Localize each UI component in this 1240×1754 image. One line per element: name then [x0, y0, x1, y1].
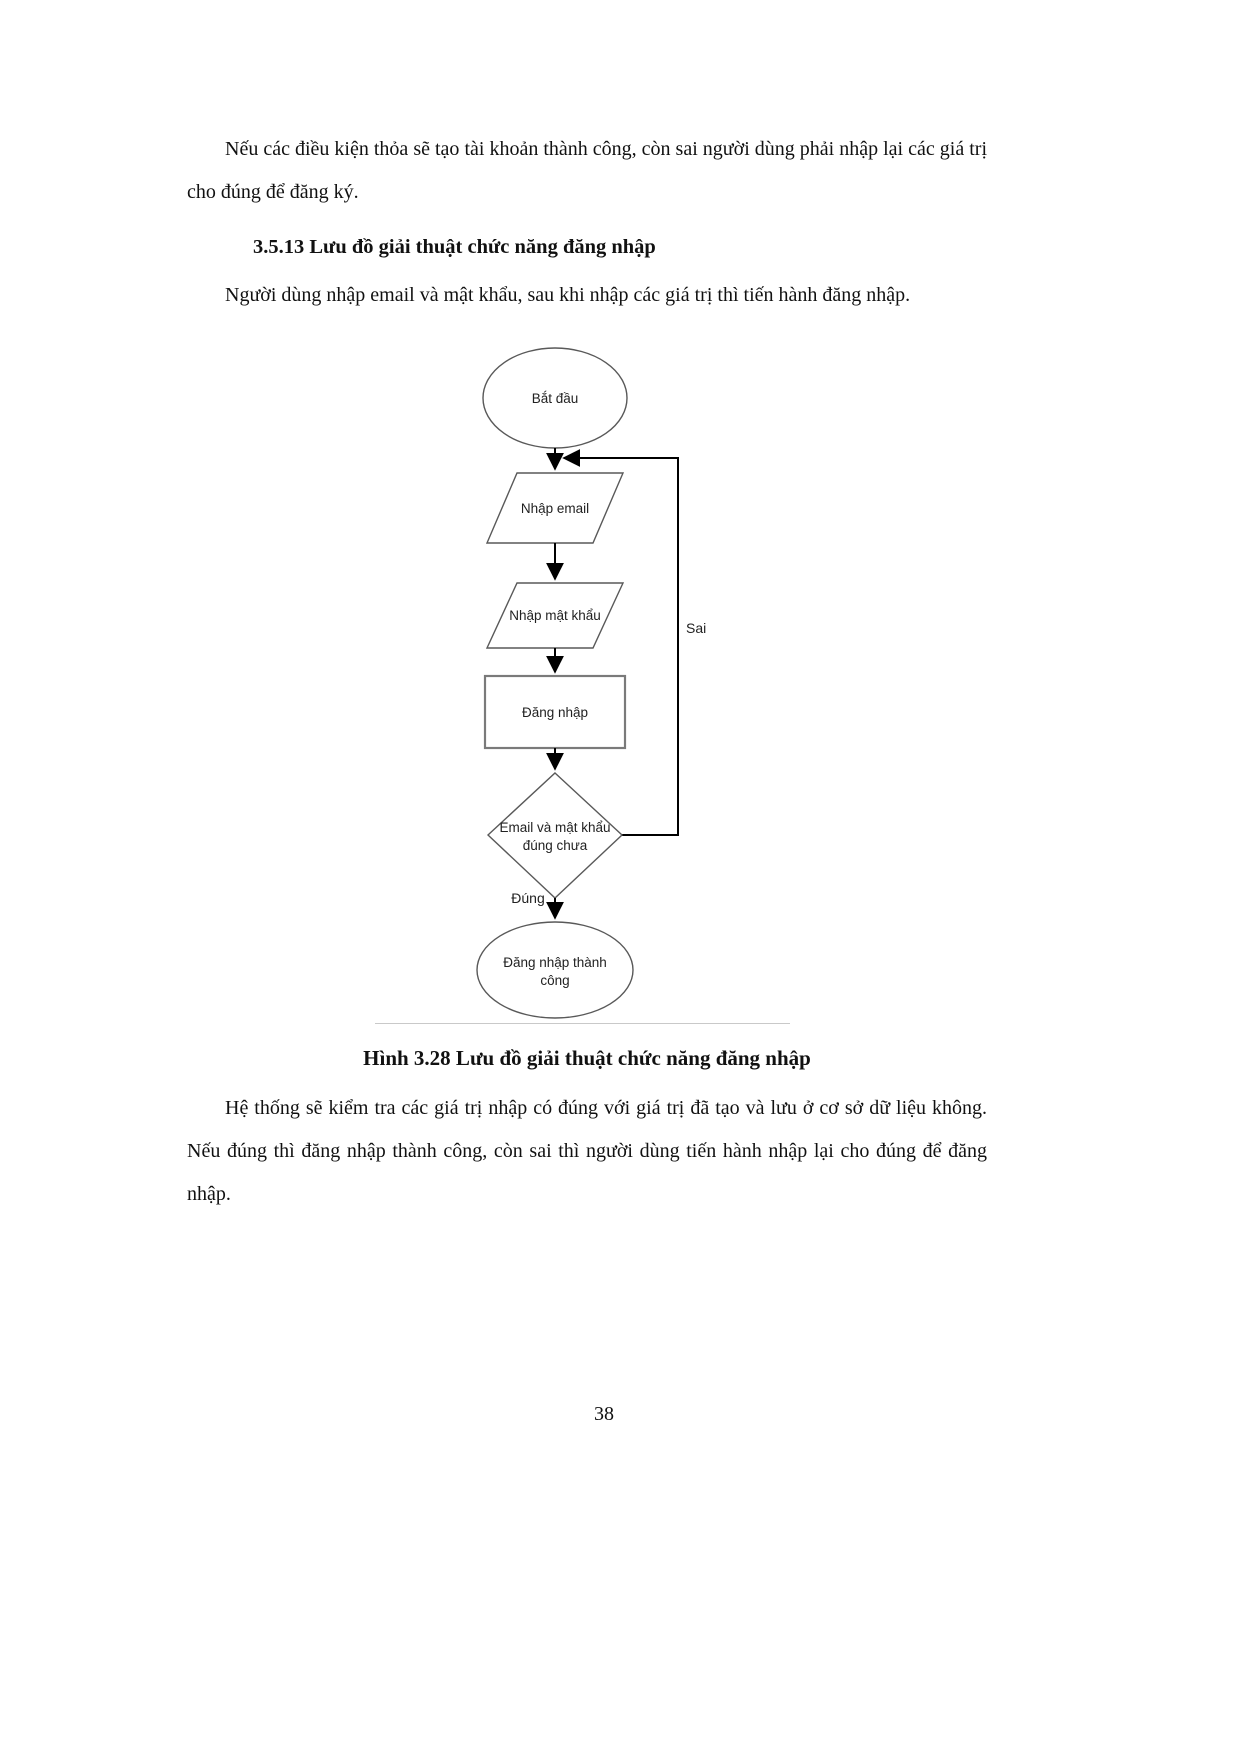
paragraph-conclusion: Hệ thống sẽ kiểm tra các giá trị nhập có đúng với giá trị đã tạo và lưu ở cơ sở dữ liệu không. Nếu đúng thì đăng nhập thành công, còn sai thì người dùng tiến hành nhập lại cho đúng để đăng nhập.	[187, 1097, 987, 1205]
end-terminator-shape	[477, 922, 633, 1018]
figure-divider	[375, 1023, 790, 1024]
input-email-label: Nhập email	[520, 501, 590, 516]
decision-label-line2: đúng chưa	[522, 838, 588, 853]
decision-shape	[488, 773, 622, 898]
paragraph-description: Người dùng nhập email và mật khẩu, sau khi nhập các giá trị thì tiến hành đăng nhập.	[225, 284, 911, 306]
figure-caption: Hình 3.28 Lưu đồ giải thuật chức năng đăng nhập	[363, 1046, 811, 1070]
section-heading: 3.5.13 Lưu đồ giải thuật chức năng đăng nhập	[253, 236, 656, 258]
end-terminator-label-line1: Đăng nhập thành	[503, 955, 607, 970]
branch-yes-label: Đúng	[511, 890, 545, 906]
login-flowchart	[440, 343, 770, 1021]
page-content	[187, 128, 987, 1216]
paragraph-intro: Nếu các điều kiện thỏa sẽ tạo tài khoản thành công, còn sai người dùng phải nhập lại các giá trị cho đúng để đăng ký.	[187, 138, 987, 203]
end-terminator-label-line2: công	[540, 973, 570, 988]
decision-label-line1: Email và mật khẩu	[499, 820, 611, 835]
start-terminator-label: Bắt đầu	[531, 391, 579, 406]
input-password-label: Nhập mật khẩu	[509, 608, 601, 623]
branch-no-label: Sai	[686, 620, 707, 636]
page-number: 38	[594, 1403, 614, 1425]
login-process-label: Đăng nhập	[521, 705, 589, 720]
